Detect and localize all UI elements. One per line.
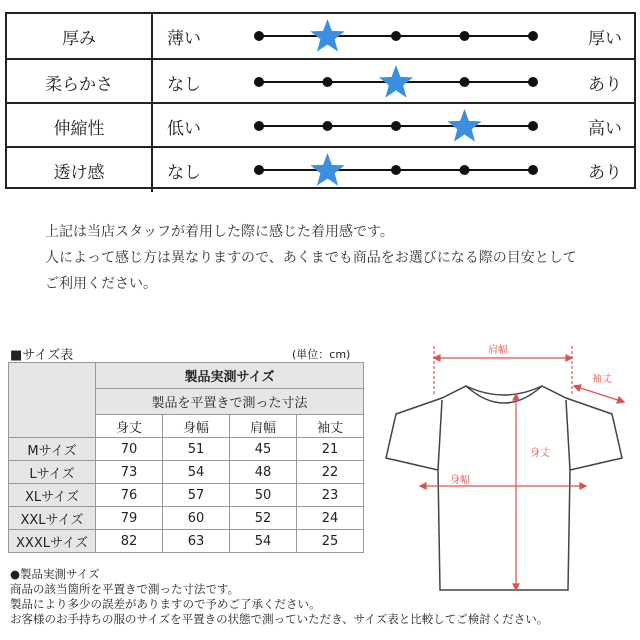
column-header: 身幅 bbox=[163, 415, 230, 438]
column-header: 袖丈 bbox=[297, 415, 364, 438]
table-cell: 51 bbox=[163, 438, 230, 461]
sleeve-label: 袖丈 bbox=[592, 374, 612, 385]
feel-row-softness bbox=[7, 58, 634, 104]
size-table-unit: (単位：cm) bbox=[292, 348, 351, 361]
feel-high-label: 高い bbox=[588, 118, 622, 139]
scale-dot bbox=[254, 77, 264, 87]
note-line: 上記は当店スタッフが着用した際に感じた着用感です。 bbox=[45, 224, 394, 240]
feel-row-thickness bbox=[7, 14, 634, 58]
size-label: Mサイズ bbox=[9, 438, 96, 461]
star-icon bbox=[379, 65, 413, 98]
scale-dot bbox=[254, 121, 264, 131]
feel-scale bbox=[245, 104, 545, 148]
tshirt-outline-icon bbox=[386, 386, 622, 590]
feel-row-stretch bbox=[7, 102, 634, 148]
header-sub: 製品を平置きで測った寸法 bbox=[96, 389, 364, 415]
footnote-title: ●製品実測サイズ bbox=[10, 567, 100, 581]
scale-dot bbox=[528, 31, 538, 41]
scale-dot bbox=[323, 77, 333, 87]
scale-dot bbox=[254, 165, 264, 175]
star-icon bbox=[447, 109, 481, 142]
feel-label: 透け感 bbox=[7, 148, 153, 192]
scale-dot bbox=[528, 77, 538, 87]
table-cell: 52 bbox=[230, 507, 297, 530]
star-icon bbox=[310, 19, 344, 52]
size-table-title: ■サイズ表 bbox=[10, 348, 74, 363]
header-main: 製品実測サイズ bbox=[96, 363, 364, 389]
scale-dot bbox=[323, 121, 333, 131]
feel-high-label: あり bbox=[588, 74, 622, 95]
footnote-line: 商品の該当箇所を平置きで測った寸法です。 bbox=[10, 582, 240, 596]
feel-label: 厚み bbox=[7, 14, 153, 58]
feel-table bbox=[5, 12, 636, 189]
table-row bbox=[9, 484, 364, 507]
table-cell: 60 bbox=[163, 507, 230, 530]
scale-dot bbox=[391, 31, 401, 41]
scale-dot bbox=[460, 165, 470, 175]
feel-label: 伸縮性 bbox=[7, 104, 153, 148]
feel-high-label: 厚い bbox=[588, 28, 622, 49]
table-cell: 73 bbox=[96, 461, 163, 484]
scale-dot bbox=[460, 31, 470, 41]
scale-dot bbox=[460, 77, 470, 87]
table-row bbox=[9, 438, 364, 461]
table-cell: 48 bbox=[230, 461, 297, 484]
width-label: 身幅 bbox=[450, 475, 470, 486]
table-cell: 54 bbox=[163, 461, 230, 484]
feel-high-label: あり bbox=[588, 162, 622, 183]
table-cell: 82 bbox=[96, 530, 163, 553]
feel-low-label: なし bbox=[167, 162, 201, 183]
size-label: Lサイズ bbox=[9, 461, 96, 484]
scale-dot bbox=[528, 165, 538, 175]
table-cell: 23 bbox=[297, 484, 364, 507]
corner-cell bbox=[9, 363, 96, 438]
footnote-line: お客様のお手持ちの服のサイズを平置きの状態で測っていただき、サイズ表と比較してご検討ください。 bbox=[10, 612, 549, 626]
table-cell: 79 bbox=[96, 507, 163, 530]
scale-dot bbox=[528, 121, 538, 131]
feel-label: 柔らかさ bbox=[7, 60, 153, 104]
table-cell: 25 bbox=[297, 530, 364, 553]
feel-scale bbox=[245, 148, 545, 192]
table-cell: 63 bbox=[163, 530, 230, 553]
star-icon bbox=[310, 153, 344, 186]
footnote-line: 製品により多少の誤差がありますので予めご了承ください。 bbox=[10, 597, 321, 611]
table-cell: 54 bbox=[230, 530, 297, 553]
table-row bbox=[9, 461, 364, 484]
size-table bbox=[8, 362, 364, 553]
table-row bbox=[9, 530, 364, 553]
note-line: ご利用ください。 bbox=[45, 276, 157, 292]
size-label: XXXLサイズ bbox=[9, 530, 96, 553]
table-cell: 70 bbox=[96, 438, 163, 461]
table-cell: 21 bbox=[297, 438, 364, 461]
table-cell: 57 bbox=[163, 484, 230, 507]
feel-scale bbox=[245, 60, 545, 104]
table-row bbox=[9, 507, 364, 530]
tshirt-diagram bbox=[376, 338, 632, 598]
column-header: 身丈 bbox=[96, 415, 163, 438]
size-label: XLサイズ bbox=[9, 484, 96, 507]
table-cell: 45 bbox=[230, 438, 297, 461]
feel-row-transparency bbox=[7, 146, 634, 192]
feel-low-label: なし bbox=[167, 74, 201, 95]
feel-scale bbox=[245, 14, 545, 58]
feel-low-label: 薄い bbox=[167, 28, 201, 49]
table-cell: 50 bbox=[230, 484, 297, 507]
table-cell: 24 bbox=[297, 507, 364, 530]
size-label: XXLサイズ bbox=[9, 507, 96, 530]
scale-dot bbox=[254, 31, 264, 41]
column-header: 肩幅 bbox=[230, 415, 297, 438]
table-cell: 76 bbox=[96, 484, 163, 507]
shoulder-label: 肩幅 bbox=[488, 345, 508, 356]
length-label: 身丈 bbox=[530, 448, 550, 459]
scale-dot bbox=[391, 165, 401, 175]
note-line: 人によって感じ方は異なりますので、あくまでも商品をお選びになる際の目安として bbox=[45, 250, 577, 266]
feel-low-label: 低い bbox=[167, 118, 201, 139]
table-cell: 22 bbox=[297, 461, 364, 484]
scale-dot bbox=[391, 121, 401, 131]
